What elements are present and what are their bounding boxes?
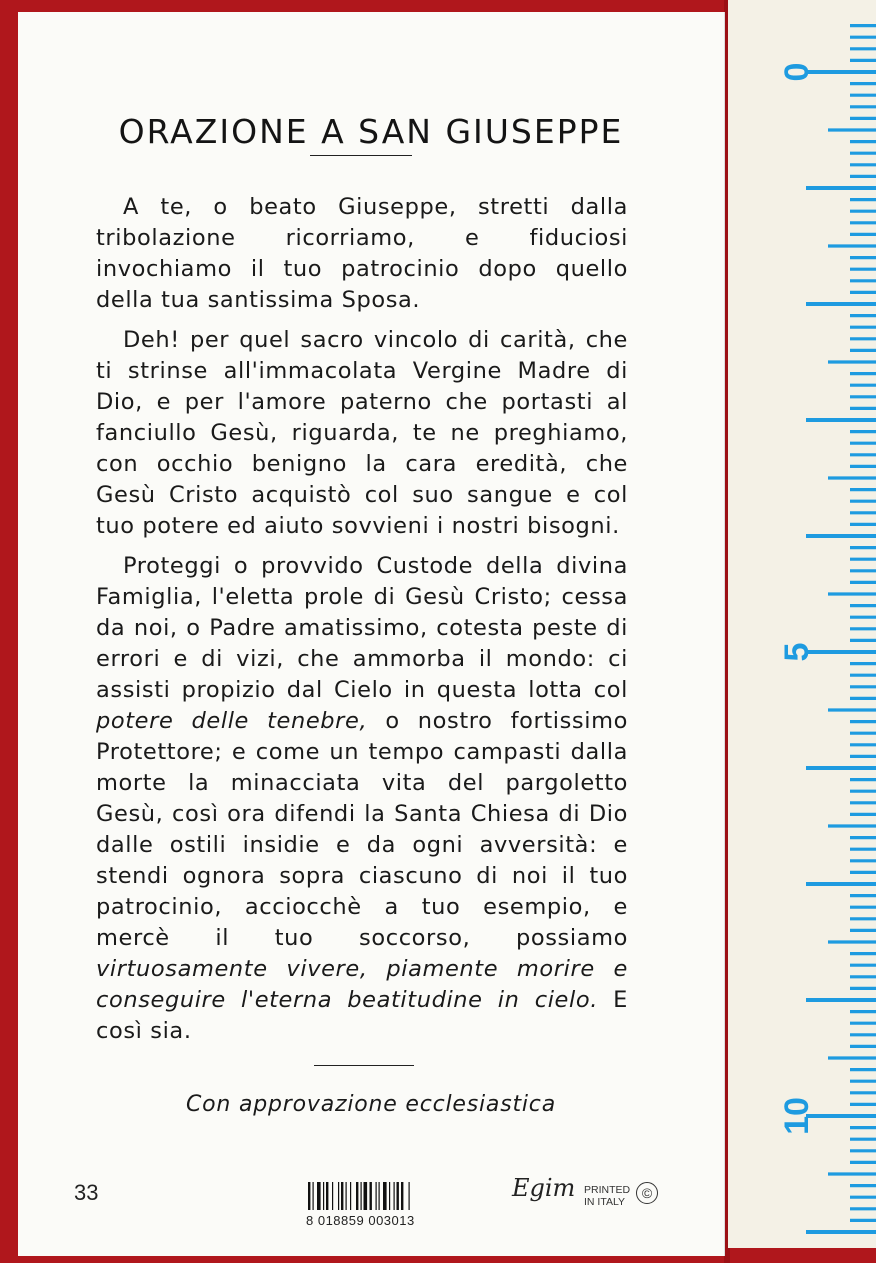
ruler-scale — [728, 0, 876, 1248]
title-divider — [310, 155, 412, 156]
publisher-mark — [512, 1174, 653, 1208]
ruler — [728, 0, 876, 1248]
page-title: ORAZIONE A SAN GIUSEPPE — [118, 112, 624, 151]
barcode-bars — [306, 1182, 446, 1212]
text-run: A te, o beato Giuseppe, stretti dalla tribolazione ricorriamo, e fiduciosi invochiamo il tuo patrocinio dopo quello della tua santissima Sposa. — [96, 194, 628, 313]
barcode-bar — [383, 1182, 387, 1210]
ruler-label: 0 — [778, 62, 816, 82]
text-run: o nostro fortissimo Protettore; e come un tempo campasti dalla morte la minacciata vita del pargoletto Gesù, così ora difendi la Santa Chiesa di Dio dalle ostili insidie e da ogni avversità: e stendi ognora sopra ciascuno di noi il tuo patrocinio, acciocchè a tuo esempio, e mercè il tuo soccorso, possiamo — [96, 708, 628, 951]
barcode-bar — [341, 1182, 343, 1210]
barcode-bar — [376, 1182, 377, 1210]
italic-text: virtuosamente vivere, piamente morire e conseguire l'eterna beatitudine in cielo. — [96, 956, 628, 1013]
page-number: 33 — [74, 1180, 99, 1205]
publisher-logo: Egim — [512, 1174, 576, 1202]
barcode-bar — [350, 1182, 351, 1210]
barcode-bar — [361, 1182, 362, 1210]
text-run: Deh! per quel sacro vincolo di carità, che ti strinse all'immacolata Vergine Madre di Dio, e per l'amore paterno che portasti al fanciullo Gesù, riguarda, te ne preghiamo, con occhio benigno la cara eredità, che Gesù Cristo acquistò col suo sangue e col tuo potere ed aiuto sovvieni i nostri bisogni. — [96, 327, 628, 539]
barcode-bar — [317, 1182, 321, 1210]
ruler-label: 5 — [778, 642, 816, 662]
barcode-bar — [323, 1182, 324, 1210]
barcode-bar — [389, 1182, 390, 1210]
barcode-bar — [401, 1182, 403, 1210]
barcode-bar — [370, 1182, 372, 1210]
paragraph — [96, 192, 628, 316]
barcode-bar — [332, 1182, 333, 1210]
barcode-bar — [409, 1182, 410, 1210]
barcode-number: 8 018859 003013 — [306, 1213, 415, 1228]
barcode-bar — [394, 1182, 395, 1210]
paragraph — [96, 551, 628, 1047]
barcode-bar — [326, 1182, 328, 1210]
barcode-bar — [313, 1182, 314, 1210]
paragraph — [96, 325, 628, 542]
barcode-bar — [308, 1182, 310, 1210]
approval-note: Con approvazione ecclesiastica — [186, 1092, 556, 1117]
italic-text: potere delle tenebre, — [96, 708, 368, 734]
barcode-bar — [379, 1182, 380, 1210]
barcode-bar — [364, 1182, 368, 1210]
prayer-text — [96, 192, 628, 1056]
closing-divider — [314, 1065, 414, 1066]
ruler-label: 10 — [778, 1097, 816, 1135]
text-run: E così sia. — [96, 987, 628, 1044]
text-run: Proteggi o provvido Custode della divina Famiglia, l'eletta prole di Gesù Cristo; cessa da noi, o Padre amatissimo, cotesta peste di errori e di vizi, che ammorba il mondo: ci assisti propizio dal Cielo in questa lotta col — [96, 553, 628, 703]
barcode-bar — [338, 1182, 339, 1210]
prayer-card — [18, 12, 724, 1256]
barcode-bar — [346, 1182, 347, 1210]
copyright-icon: © — [636, 1182, 658, 1204]
barcode — [306, 1182, 446, 1228]
printed-in-italy: PRINTED IN ITALY — [584, 1184, 631, 1208]
barcode-bar — [397, 1182, 399, 1210]
barcode-bar — [356, 1182, 358, 1210]
